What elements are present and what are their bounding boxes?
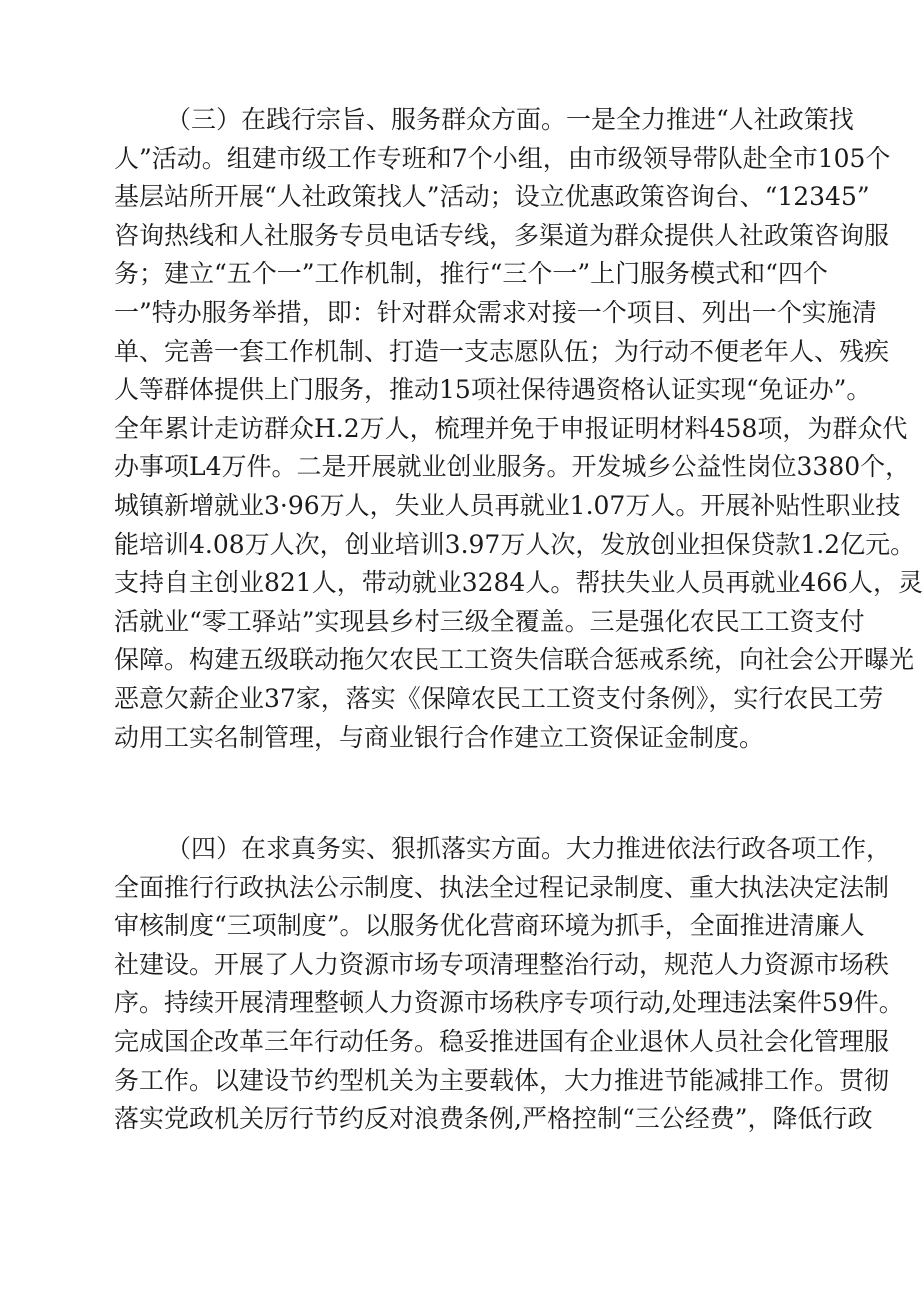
text-line: 基层站所开展“人社政策找人”活动；设立优惠政策咨询台、“12345” [114, 182, 870, 212]
text-line: 保障。构建五级联动拖欠农民工工资失信联合惩戒系统，向社会公开曝光 [114, 645, 915, 675]
paragraph-section-three [114, 101, 923, 757]
text-line: 动用工实名制管理，与商业银行合作建立工资保证金制度。 [114, 722, 765, 752]
text-line: 城镇新增就业3·96万人，失业人员再就业1.07万人。开展补贴性职业技 [114, 490, 901, 520]
text-line: 人等群体提供上门服务，推动15项社保待遇资格认证实现“免证办”。 [114, 375, 872, 405]
text-line: 活就业“零工驿站”实现县乡村三级全覆盖。三是强化农民工工资支付 [114, 606, 865, 636]
text-line: 咨询热线和人社服务专员电话专线，多渠道为群众提供人社政策咨询服 [114, 220, 890, 250]
text-line: 办事项L4万件。二是开展就业创业服务。开发城乡公益性岗位3380个， [114, 452, 911, 482]
text-line: 落实党政机关厉行节约反对浪费条例,严格控制“三公经费”，降低行政 [114, 1104, 873, 1134]
paragraph-section-four [114, 830, 904, 1139]
text-line: 单、完善一套工作机制、打造一支志愿队伍；为行动不便老年人、残疾 [114, 336, 890, 366]
text-line: 一”特办服务举措，即：针对群众需求对接一个项目、列出一个实施清 [114, 297, 877, 327]
text-line: 全面推行行政执法公示制度、执法全过程记录制度、重大执法决定法制 [114, 872, 890, 902]
text-line: 务；建立“五个一”工作机制，推行“三个一”上门服务模式和“四个 [114, 259, 828, 289]
text-line: 完成国企改革三年行动任务。稳妥推进国有企业退休人员社会化管理服 [114, 1026, 890, 1056]
text-line: 全年累计走访群众H.2万人，梳理并免于申报证明材料458项，为群众代 [114, 413, 908, 443]
text-line: 审核制度“三项制度”。以服务优化营商环境为抓手，全面推进清廉人 [114, 911, 865, 941]
text-line: 支持自主创业821人，带动就业3284人。帮扶失业人员再就业466人，灵 [114, 568, 923, 598]
text-line: 序。持续开展清理整顿人力资源市场秩序专项行动,处理违法案件59件。 [114, 988, 904, 1018]
text-line: 务工作。以建设节约型机关为主要载体，大力推进节能减排工作。贯彻 [114, 1065, 890, 1095]
text-line: 能培训4.08万人次，创业培训3.97万人次，发放创业担保贷款1.2亿元。 [114, 529, 916, 559]
text-line: 恶意欠薪企业37家，落实《保障农民工工资支付条例》，实行农民工劳 [114, 683, 884, 713]
text-line: （三）在践行宗旨、服务群众方面。一是全力推进“人社政策找 [166, 105, 854, 134]
text-line: 社建设。开展了人力资源市场专项清理整治行动，规范人力资源市场秩 [114, 949, 890, 979]
text-line: 人”活动。组建市级工作专班和7个小组，由市级领导带队赴全市105个 [114, 143, 891, 173]
text-line: （四）在求真务实、狠抓落实方面。大力推进依法行政各项工作， [166, 834, 892, 863]
